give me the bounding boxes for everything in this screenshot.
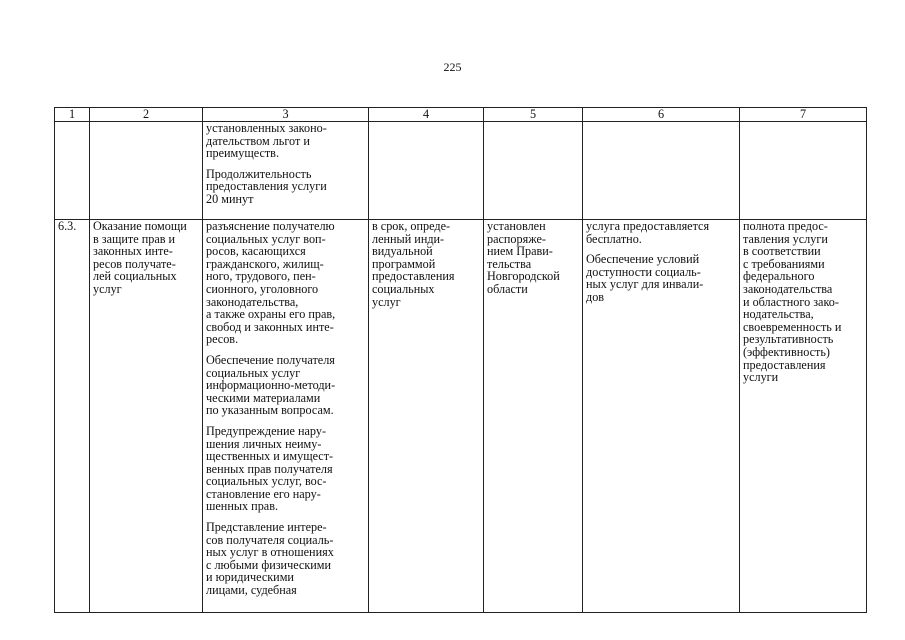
text-line: тельства <box>487 256 532 271</box>
column-number: 5 <box>484 108 583 122</box>
column-number: 7 <box>740 108 867 122</box>
text-line: Оказание помощи <box>93 219 187 233</box>
paragraph <box>206 521 366 597</box>
text-line: ресов. <box>206 332 239 347</box>
table-cell <box>583 122 740 220</box>
row-number: 6.3. <box>55 220 90 613</box>
text-line: росов, касающихся <box>206 244 306 259</box>
page-number: 225 <box>443 60 462 74</box>
text-line: преимуществ. <box>206 146 279 161</box>
service-description-cell <box>203 122 369 220</box>
text-line: услуга предоставляется <box>586 219 710 233</box>
text-line: сов получателя социаль- <box>206 532 334 547</box>
text-line: федерального <box>743 269 815 284</box>
text-line: тавления услуги <box>743 231 828 246</box>
text-line: предоставления <box>372 269 455 284</box>
text-line: венных прав получателя <box>206 461 333 476</box>
service-name-cell <box>90 220 203 613</box>
text-line: Обеспечение получателя <box>206 352 335 367</box>
text-line: области <box>487 281 528 296</box>
column-number: 2 <box>90 108 203 122</box>
text-line: Предупреждение нару- <box>206 423 327 438</box>
table-cell <box>484 122 583 220</box>
table-cell <box>740 122 867 220</box>
text-line: нием Прави- <box>487 244 553 259</box>
table-cell <box>369 122 484 220</box>
text-line: в соответствии <box>743 244 821 259</box>
text-line: ных услуг для инвали- <box>586 277 704 292</box>
text-line: распоряже- <box>487 231 546 246</box>
text-line: и областного зако- <box>743 294 839 309</box>
service-term-cell <box>369 220 484 613</box>
text-line: ленный инди- <box>372 231 445 246</box>
paragraph <box>206 354 366 417</box>
table-cell <box>90 122 203 220</box>
paragraph <box>206 122 366 160</box>
column-number-row <box>55 108 867 122</box>
text-line: лицами, судебная <box>206 583 297 598</box>
text-line: нодательства, <box>743 307 814 322</box>
text-line: щественных и имущест- <box>206 449 334 464</box>
text-line: Обеспечение условий <box>586 252 700 267</box>
text-line: Новгородской <box>487 269 560 284</box>
text-line: ческими материалами <box>206 390 321 405</box>
tariff-cell <box>484 220 583 613</box>
text-line: с требованиями <box>743 256 825 271</box>
text-line: услуг <box>372 294 401 309</box>
text-line: услуг <box>93 281 122 296</box>
text-line: с любыми физическими <box>206 557 331 572</box>
text-line: шения личных неиму- <box>206 436 322 451</box>
text-line: (эффективность) <box>743 344 830 359</box>
text-line: гражданского, жилищ- <box>206 256 324 271</box>
column-number: 4 <box>369 108 484 122</box>
paragraph <box>206 168 366 206</box>
column-number: 6 <box>583 108 740 122</box>
text-line: свобод и законных инте- <box>206 319 334 334</box>
paragraph <box>743 220 864 384</box>
text-line: доступности социаль- <box>586 264 701 279</box>
text-line: 20 минут <box>206 191 254 206</box>
text-line: полнота предос- <box>743 219 828 233</box>
paragraph <box>372 220 481 308</box>
text-line: установлен <box>487 219 546 233</box>
text-line: дательством льгот и <box>206 133 310 148</box>
continued-row <box>55 122 867 220</box>
text-line: дов <box>586 289 605 304</box>
text-line: становление его нару- <box>206 486 321 501</box>
text-line: в срок, опреде- <box>372 219 451 233</box>
paragraph <box>206 425 366 513</box>
text-line: лей социальных <box>93 269 177 284</box>
text-line: социальных <box>372 281 435 296</box>
paragraph <box>487 220 580 296</box>
text-line: информационно-методи- <box>206 378 336 393</box>
text-line: законодательства <box>743 281 833 296</box>
service-description-cell <box>203 220 369 613</box>
text-line: Представление интере- <box>206 520 327 535</box>
paragraph <box>586 253 737 303</box>
text-line: ного, трудового, пен- <box>206 269 316 284</box>
paragraph <box>206 220 366 346</box>
text-line: ных услуг в отношениях <box>206 545 334 560</box>
text-line: социальных услуг, вос- <box>206 474 327 489</box>
text-line: программой <box>372 256 436 271</box>
text-line: результативность <box>743 332 834 347</box>
table-cell <box>55 122 90 220</box>
text-line: по указанным вопросам. <box>206 403 334 418</box>
text-line: и юридическими <box>206 570 294 585</box>
text-line: услуги <box>743 370 779 385</box>
text-line: предоставления услуги <box>206 179 327 194</box>
text-line: своевременность и <box>743 319 842 334</box>
text-line: законных инте- <box>93 244 173 259</box>
text-line: шенных прав. <box>206 499 278 514</box>
paragraph <box>586 220 737 245</box>
text-line: ресов получате- <box>93 256 176 271</box>
conditions-cell <box>583 220 740 613</box>
paragraph <box>93 220 200 296</box>
quality-indicators-cell <box>740 220 867 613</box>
text-line: видуальной <box>372 244 433 259</box>
text-line: социальных услуг воп- <box>206 231 326 246</box>
service-row <box>55 220 867 613</box>
column-number: 3 <box>203 108 369 122</box>
text-line: сионного, уголовного <box>206 281 319 296</box>
text-line: законодательства, <box>206 294 299 309</box>
text-line: Продолжительность <box>206 166 312 181</box>
text-line: социальных услуг <box>206 365 301 380</box>
column-number: 1 <box>55 108 90 122</box>
text-line: установленных законо- <box>206 121 327 135</box>
text-line: предоставления <box>743 357 826 372</box>
services-table <box>54 107 867 613</box>
text-line: а также охраны его прав, <box>206 307 336 322</box>
text-line: бесплатно. <box>586 231 642 246</box>
text-line: в защите прав и <box>93 231 176 246</box>
text-line: разъяснение получателю <box>206 219 335 233</box>
